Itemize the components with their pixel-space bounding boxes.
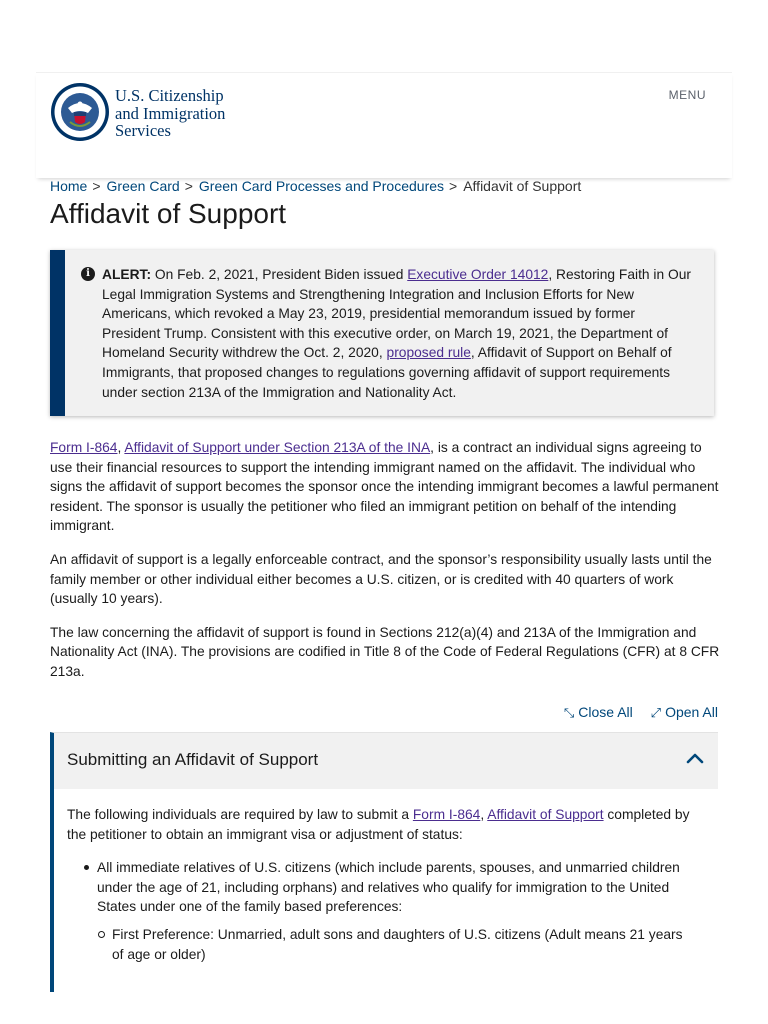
breadcrumb <box>50 178 581 194</box>
alert-label: ALERT: <box>102 267 152 282</box>
required-list <box>67 858 697 964</box>
expand-arrows-icon: ⤢ <box>650 705 662 720</box>
agency-name[interactable] <box>115 87 225 140</box>
form-i864-link[interactable]: Form I-864 <box>50 440 118 455</box>
breadcrumb-home[interactable]: Home <box>50 178 88 194</box>
proposed-rule-link[interactable]: proposed rule <box>386 345 471 361</box>
accordion-submitting-affidavit <box>50 732 718 992</box>
affidavit-section-213a-link[interactable]: Affidavit of Support under Section 213A of the INA <box>124 440 431 455</box>
breadcrumb-processes[interactable]: Green Card Processes and Procedures <box>198 178 445 194</box>
list-item: All immediate relatives of U.S. citizens (which include parents, spouses, and unmarried children under the age of 21, including orphans) and relatives who qualify for immigration to the United States under one of the family based preferences: <box>67 858 697 917</box>
intro-paragraph: Form I-864, Affidavit of Support under Section 213A of the INA, is a contract an individual signs agreeing to use their financial resources to support the intending immigrant named on the affidavit. The individual who signs the affidavit of support becomes the sponsor once the intending immigrant becomes a lawful permanent resident. The sponsor is usually the petitioner who filed an immigrant petition on behalf of the intending immigrant. <box>50 440 719 534</box>
agency-name-line-3: Services <box>115 121 171 140</box>
breadcrumb-green-card[interactable]: Green Card <box>106 178 180 194</box>
law-paragraph: The law concerning the affidavit of support is found in Sections 212(a)(4) and 213A of the Immigration and Nationality Act (INA). The provisions are codified in Title 8 of the Code of Federal Regulations (CFR) at 8 CFR 213a. <box>50 624 720 679</box>
sub-list-item: First Preference: Unmarried, adult sons and daughters of U.S. citizens (Adult means 21 years of age or older) <box>67 925 697 964</box>
breadcrumb-current: Affidavit of Support <box>463 178 582 194</box>
alert-text: ALERT: On Feb. 2, 2021, President Biden issued Executive Order 14012, Restoring Faith in Our Legal Immigration Systems and Strengthening Integration and Inclusion Efforts for New Americans, which revoked a May 23, 2019, presidential memorandum issued by former President Trump. Consistent with this executive order, on March 19, 2021, the Department of Homeland Security withdrew the Oct. 2, 2020, proposed rule, Affidavit of Support on Behalf of Immigrants, that proposed changes to regulations governing affidavit of support requirements under section 213A of the Immigration and Nationality Act. <box>102 267 691 400</box>
page-title: Affidavit of Support <box>50 198 287 229</box>
chevron-up-icon[interactable] <box>686 751 704 765</box>
agency-name-line-2: and Immigration <box>115 103 226 123</box>
form-i864-link-2[interactable]: Form I-864 <box>412 807 481 822</box>
agency-name-line-1: U.S. Citizenship <box>115 86 224 105</box>
affidavit-of-support-link[interactable]: Affidavit of Support <box>487 807 604 822</box>
close-all-button[interactable]: ⤡ Close All <box>563 704 633 720</box>
info-icon: i <box>81 267 95 281</box>
breadcrumb-separator: > <box>92 178 101 194</box>
accordion-header[interactable] <box>54 733 718 789</box>
site-header <box>36 72 732 178</box>
accordion-title: Submitting an Affidavit of Support <box>67 750 319 769</box>
accordion-content <box>67 805 697 964</box>
breadcrumb-separator: > <box>449 178 458 194</box>
collapse-arrows-icon: ⤡ <box>563 705 575 720</box>
enforceable-paragraph: An affidavit of support is a legally enforceable contract, and the sponsor’s responsibility usually lasts until the family member or other individual either becomes a U.S. citizen, or is credited with 40 quarters of work (usually 10 years). <box>50 551 712 607</box>
menu-button[interactable]: MENU <box>668 88 706 102</box>
executive-order-link[interactable]: Executive Order 14012 <box>407 267 549 282</box>
accordion-controls <box>550 704 718 721</box>
accordion-intro: The following individuals are required by law to submit a Form I-864, Affidavit of Support completed by the petitioner to obtain an immigrant visa or adjustment of status: <box>67 807 690 842</box>
alert-box <box>50 250 714 416</box>
open-all-button[interactable]: ⤢ Open All <box>650 704 718 720</box>
main-content <box>50 438 720 696</box>
dhs-seal-icon[interactable] <box>50 82 110 142</box>
breadcrumb-separator: > <box>184 178 193 194</box>
